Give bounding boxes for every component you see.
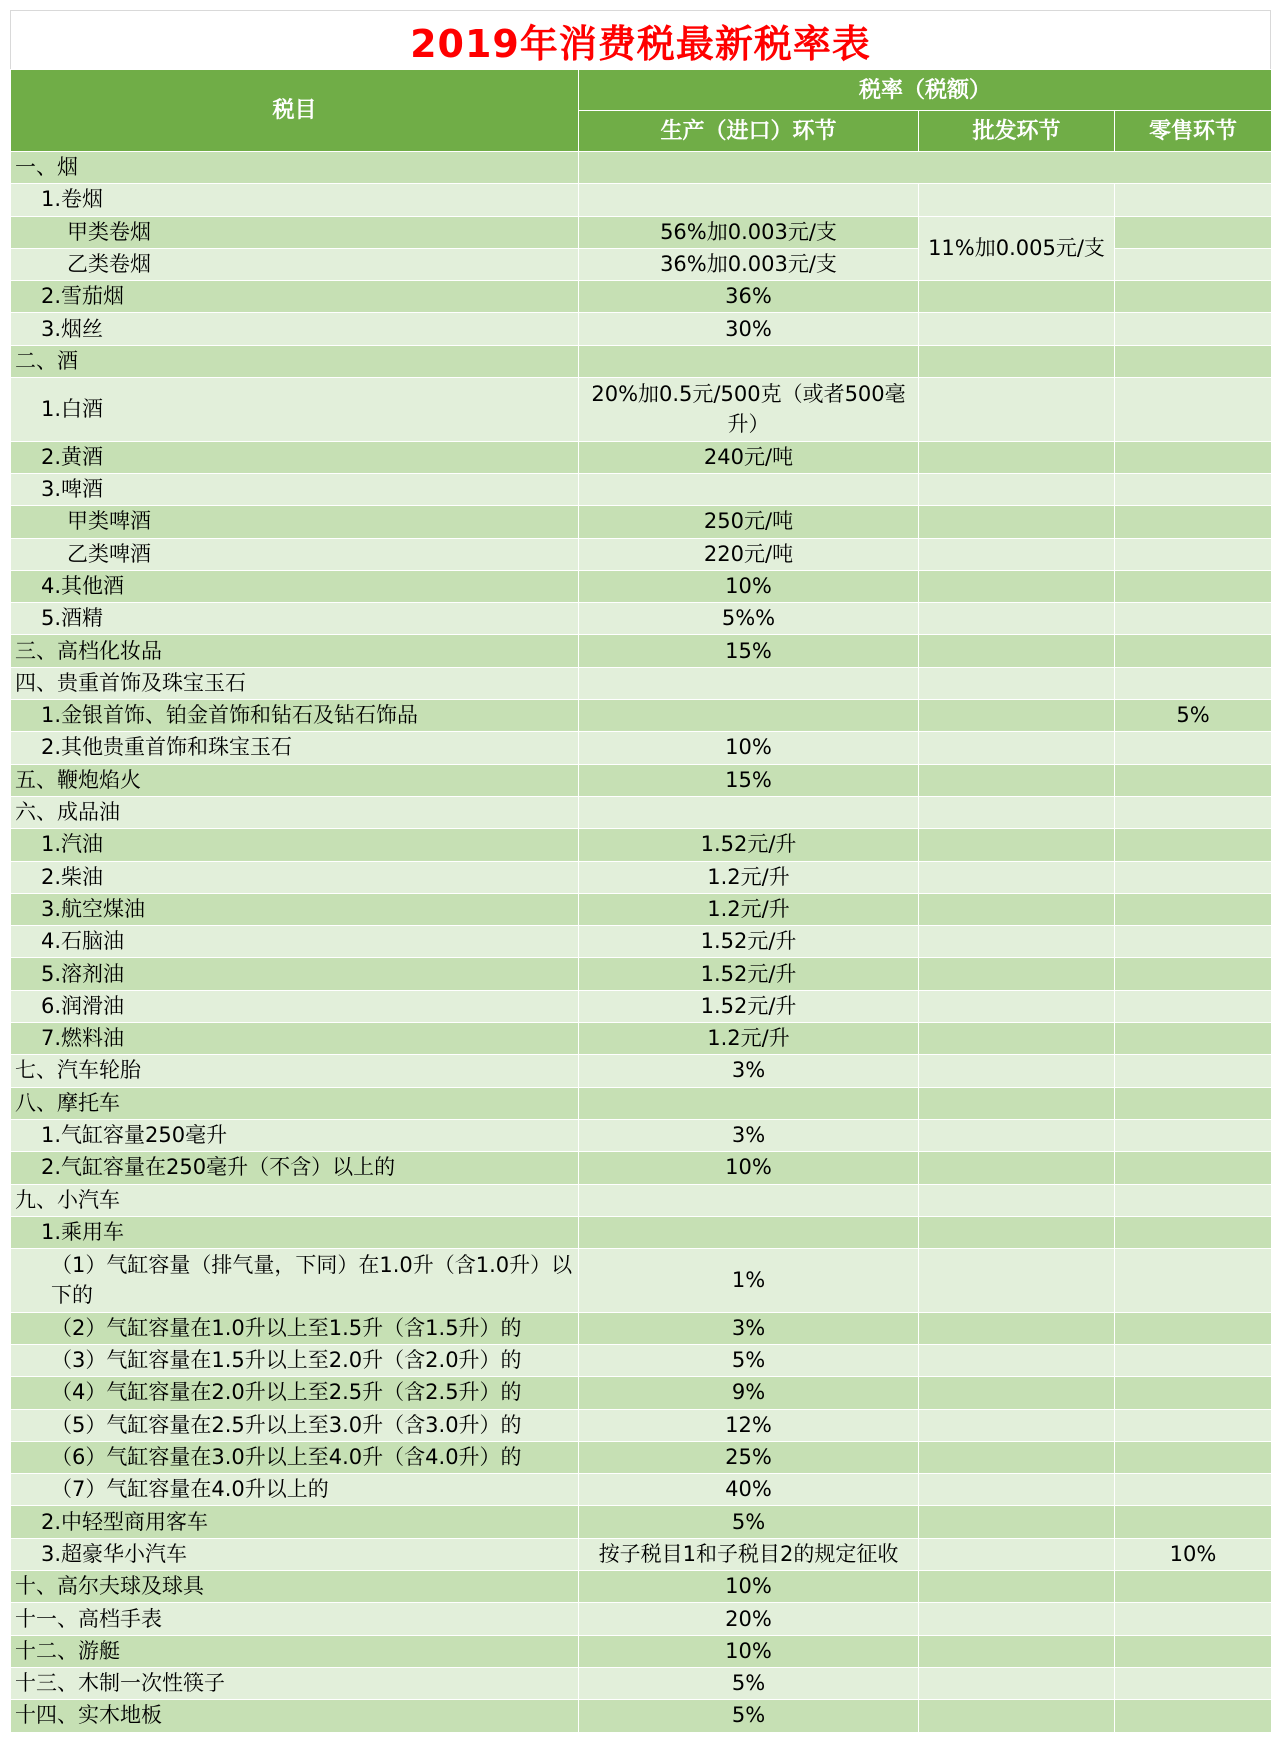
row-wholesale: [919, 1055, 1115, 1087]
row-name: （1）气缸容量（排气量，下同）在1.0升（含1.0升）以下的: [11, 1249, 579, 1313]
row-name: 十三、木制一次性筷子: [11, 1667, 579, 1699]
row-wholesale: [919, 1538, 1115, 1570]
row-name: 一、烟: [11, 152, 579, 184]
row-name: 3.超豪华小汽车: [11, 1538, 579, 1570]
header-production: 生产（进口）环节: [579, 111, 919, 152]
row-prod: 40%: [579, 1474, 919, 1506]
tax-rate-sheet: [10, 10, 1271, 1733]
row-name: 2.黄酒: [11, 441, 579, 473]
table-row: [11, 1312, 1272, 1344]
row-prod: [579, 700, 919, 732]
table-row: [11, 313, 1272, 345]
row-wholesale: 11%加0.005元/支: [919, 216, 1115, 281]
row-name: 二、酒: [11, 345, 579, 377]
row-name: 2.其他贵重首饰和珠宝玉石: [11, 732, 579, 764]
row-retail: [1115, 829, 1272, 861]
table-row: [11, 216, 1272, 248]
table-row: [11, 1152, 1272, 1184]
row-retail: [1115, 538, 1272, 570]
row-name: 4.其他酒: [11, 570, 579, 602]
row-prod: 5%: [579, 1700, 919, 1732]
row-name: 十、高尔夫球及球具: [11, 1571, 579, 1603]
table-row: [11, 1377, 1272, 1409]
row-prod: [579, 1216, 919, 1248]
table-row: [11, 1474, 1272, 1506]
row-wholesale: [919, 313, 1115, 345]
row-prod: 1.52元/升: [579, 990, 919, 1022]
row-wholesale: [919, 1377, 1115, 1409]
row-name: 四、贵重首饰及珠宝玉石: [11, 667, 579, 699]
table-row: [11, 700, 1272, 732]
row-prod: 1.2元/升: [579, 893, 919, 925]
row-name: 1.金银首饰、铂金首饰和钻石及钻石饰品: [11, 700, 579, 732]
header-retail: 零售环节: [1115, 111, 1272, 152]
row-wholesale: [919, 538, 1115, 570]
row-prod: 5%: [579, 1667, 919, 1699]
table-row: [11, 1409, 1272, 1441]
row-name: 7.燃料油: [11, 1023, 579, 1055]
row-name: 十四、实木地板: [11, 1700, 579, 1732]
table-row: [11, 603, 1272, 635]
row-prod: 25%: [579, 1441, 919, 1473]
row-wholesale: [919, 281, 1115, 313]
row-prod: 3%: [579, 1119, 919, 1151]
row-retail: [1115, 1023, 1272, 1055]
row-name: 5.溶剂油: [11, 958, 579, 990]
table-row: [11, 473, 1272, 505]
row-retail: [1115, 570, 1272, 602]
row-name: 三、高档化妆品: [11, 635, 579, 667]
table-row: [11, 861, 1272, 893]
table-row: [11, 538, 1272, 570]
row-retail: [1115, 441, 1272, 473]
row-wholesale: [919, 635, 1115, 667]
row-prod: [579, 345, 919, 377]
row-name: 3.烟丝: [11, 313, 579, 345]
row-wholesale: [919, 1571, 1115, 1603]
row-wholesale: [919, 1087, 1115, 1119]
row-wholesale: [919, 345, 1115, 377]
row-prod: 10%: [579, 732, 919, 764]
row-prod: 30%: [579, 313, 919, 345]
row-retail: [1115, 926, 1272, 958]
row-retail: [1115, 1312, 1272, 1344]
row-retail: [1115, 473, 1272, 505]
row-prod: 按子税目1和子税目2的规定征收: [579, 1538, 919, 1570]
row-retail: [1115, 248, 1272, 280]
row-retail: 10%: [1115, 1538, 1272, 1570]
row-prod: 36%: [579, 281, 919, 313]
row-wholesale: [919, 829, 1115, 861]
row-wholesale: [919, 184, 1115, 216]
table-row: [11, 796, 1272, 828]
row-prod: 220元/吨: [579, 538, 919, 570]
row-prod: 20%: [579, 1603, 919, 1635]
row-retail: [1115, 861, 1272, 893]
row-prod: 3%: [579, 1055, 919, 1087]
row-retail: [1115, 184, 1272, 216]
row-name: 5.酒精: [11, 603, 579, 635]
row-retail: [1115, 1667, 1272, 1699]
row-name: 3.航空煤油: [11, 893, 579, 925]
row-name: 2.柴油: [11, 861, 579, 893]
row-retail: [1115, 796, 1272, 828]
row-name: 甲类卷烟: [11, 216, 579, 248]
row-retail: [1115, 378, 1272, 442]
row-name: 3.啤酒: [11, 473, 579, 505]
table-row: [11, 1667, 1272, 1699]
row-prod: 240元/吨: [579, 441, 919, 473]
table-row: [11, 1571, 1272, 1603]
row-prod: 1.52元/升: [579, 958, 919, 990]
table-row: [11, 441, 1272, 473]
row-retail: [1115, 1087, 1272, 1119]
row-retail: [1115, 1474, 1272, 1506]
row-retail: [1115, 1441, 1272, 1473]
row-retail: [1115, 990, 1272, 1022]
table-row: [11, 152, 1272, 184]
row-prod: [579, 667, 919, 699]
row-wholesale: [919, 1635, 1115, 1667]
row-name: 六、成品油: [11, 796, 579, 828]
row-prod: 56%加0.003元/支: [579, 216, 919, 248]
row-wholesale: [919, 1603, 1115, 1635]
row-wholesale: [919, 570, 1115, 602]
row-name: 九、小汽车: [11, 1184, 579, 1216]
table-row: [11, 378, 1272, 442]
row-wholesale: [919, 1441, 1115, 1473]
row-retail: [1115, 281, 1272, 313]
row-prod: [579, 184, 919, 216]
row-retail: [1115, 1506, 1272, 1538]
row-prod: 5%: [579, 1506, 919, 1538]
row-wholesale: [919, 700, 1115, 732]
row-wholesale: [919, 893, 1115, 925]
row-wholesale: [919, 1119, 1115, 1151]
row-wholesale: [919, 1312, 1115, 1344]
row-wholesale: [919, 378, 1115, 442]
row-prod: 1%: [579, 1249, 919, 1313]
row-retail: [1115, 1409, 1272, 1441]
row-name: 2.雪茄烟: [11, 281, 579, 313]
row-retail: [1115, 1055, 1272, 1087]
row-retail: [1115, 1635, 1272, 1667]
row-wholesale: [919, 764, 1115, 796]
row-prod: 250元/吨: [579, 506, 919, 538]
row-name: 乙类卷烟: [11, 248, 579, 280]
row-prod: 1.2元/升: [579, 1023, 919, 1055]
table-row: [11, 184, 1272, 216]
row-prod: 1.2元/升: [579, 861, 919, 893]
title-bar: [10, 10, 1271, 69]
table-row: [11, 667, 1272, 699]
row-prod: 15%: [579, 764, 919, 796]
table-row: [11, 1344, 1272, 1376]
row-name: （5）气缸容量在2.5升以上至3.0升（含3.0升）的: [11, 1409, 579, 1441]
row-name: 1.白酒: [11, 378, 579, 442]
table-row: [11, 1184, 1272, 1216]
row-wholesale: [919, 1506, 1115, 1538]
table-row: [11, 1506, 1272, 1538]
row-name: （4）气缸容量在2.0升以上至2.5升（含2.5升）的: [11, 1377, 579, 1409]
row-retail: [1115, 1152, 1272, 1184]
row-wholesale: [919, 1152, 1115, 1184]
row-wholesale: [919, 506, 1115, 538]
row-name: 甲类啤酒: [11, 506, 579, 538]
row-wholesale: [919, 1409, 1115, 1441]
row-name: 1.汽油: [11, 829, 579, 861]
row-name: （2）气缸容量在1.0升以上至1.5升（含1.5升）的: [11, 1312, 579, 1344]
table-row: [11, 829, 1272, 861]
row-retail: [1115, 1603, 1272, 1635]
row-retail: [1115, 1571, 1272, 1603]
row-prod: 36%加0.003元/支: [579, 248, 919, 280]
row-name: 1.卷烟: [11, 184, 579, 216]
row-name: 2.中轻型商用客车: [11, 1506, 579, 1538]
table-row: [11, 1087, 1272, 1119]
row-name: 1.气缸容量250毫升: [11, 1119, 579, 1151]
row-name: 1.乘用车: [11, 1216, 579, 1248]
page-title: 2019年消费税最新税率表: [410, 21, 871, 66]
tax-rate-table: [10, 69, 1272, 1733]
row-wholesale: [919, 990, 1115, 1022]
table-row: [11, 1538, 1272, 1570]
row-name: （3）气缸容量在1.5升以上至2.0升（含2.0升）的: [11, 1344, 579, 1376]
row-prod: 10%: [579, 1635, 919, 1667]
row-prod: [579, 473, 919, 505]
table-row: [11, 1023, 1272, 1055]
row-retail: [1115, 635, 1272, 667]
row-retail: [1115, 1344, 1272, 1376]
row-retail: [1115, 667, 1272, 699]
row-name: 十二、游艇: [11, 1635, 579, 1667]
row-retail: [1115, 764, 1272, 796]
row-wholesale: [919, 1184, 1115, 1216]
table-row: [11, 1119, 1272, 1151]
row-wholesale: [919, 1700, 1115, 1732]
row-name: （6）气缸容量在3.0升以上至4.0升（含4.0升）的: [11, 1441, 579, 1473]
row-prod: 12%: [579, 1409, 919, 1441]
row-retail: [1115, 1700, 1272, 1732]
table-row: [11, 1441, 1272, 1473]
row-name: 6.润滑油: [11, 990, 579, 1022]
row-name: 八、摩托车: [11, 1087, 579, 1119]
table-row: [11, 926, 1272, 958]
row-retail: [1115, 732, 1272, 764]
row-name: 七、汽车轮胎: [11, 1055, 579, 1087]
row-prod: 3%: [579, 1312, 919, 1344]
table-row: [11, 1700, 1272, 1732]
row-prod: [579, 796, 919, 828]
table-row: [11, 345, 1272, 377]
row-retail: [1115, 506, 1272, 538]
table-row: [11, 1603, 1272, 1635]
table-row: [11, 1249, 1272, 1313]
row-name: 2.气缸容量在250毫升（不含）以上的: [11, 1152, 579, 1184]
row-retail: [1115, 1119, 1272, 1151]
table-row: [11, 506, 1272, 538]
table-row: [11, 570, 1272, 602]
row-prod: 1.52元/升: [579, 829, 919, 861]
row-wholesale: [919, 1667, 1115, 1699]
header-item: 税目: [11, 70, 579, 152]
row-retail: [1115, 603, 1272, 635]
row-wholesale: [919, 796, 1115, 828]
row-wholesale: [919, 1023, 1115, 1055]
row-wholesale: [919, 1249, 1115, 1313]
row-retail: [1115, 1249, 1272, 1313]
row-retail: [1115, 893, 1272, 925]
row-wholesale: [919, 926, 1115, 958]
header-wholesale: 批发环节: [919, 111, 1115, 152]
row-wholesale: [919, 1474, 1115, 1506]
row-prod: 10%: [579, 1571, 919, 1603]
table-row: [11, 1216, 1272, 1248]
row-wholesale: [919, 603, 1115, 635]
row-prod: 5%: [579, 1344, 919, 1376]
row-wholesale: [919, 958, 1115, 990]
row-retail: [1115, 1377, 1272, 1409]
row-prod: 10%: [579, 570, 919, 602]
row-name: （7）气缸容量在4.0升以上的: [11, 1474, 579, 1506]
table-row: [11, 281, 1272, 313]
row-wholesale: [919, 667, 1115, 699]
row-wholesale: [919, 473, 1115, 505]
row-name: 4.石脑油: [11, 926, 579, 958]
row-prod: 5%%: [579, 603, 919, 635]
row-name: 十一、高档手表: [11, 1603, 579, 1635]
row-name: 五、鞭炮焰火: [11, 764, 579, 796]
row-wholesale: [919, 441, 1115, 473]
row-prod: 10%: [579, 1152, 919, 1184]
table-row: [11, 1635, 1272, 1667]
row-retail: [1115, 1184, 1272, 1216]
table-row: [11, 958, 1272, 990]
row-prod: 1.52元/升: [579, 926, 919, 958]
row-retail: [1115, 313, 1272, 345]
table-row: [11, 635, 1272, 667]
row-prod: [579, 1087, 919, 1119]
table-row: [11, 1055, 1272, 1087]
row-wholesale: [919, 1216, 1115, 1248]
row-prod: 9%: [579, 1377, 919, 1409]
row-wholesale: [919, 861, 1115, 893]
table-row: [11, 893, 1272, 925]
row-retail: [1115, 1216, 1272, 1248]
table-row: [11, 990, 1272, 1022]
row-retail: 5%: [1115, 700, 1272, 732]
row-prod: 20%加0.5元/500克（或者500毫升）: [579, 378, 919, 442]
table-row: [11, 764, 1272, 796]
header-rate-group: 税率（税额）: [579, 70, 1272, 111]
row-prod: 15%: [579, 635, 919, 667]
row-wholesale: [919, 732, 1115, 764]
row-retail: [1115, 345, 1272, 377]
row-prod: [579, 1184, 919, 1216]
row-retail: [1115, 216, 1272, 248]
row-name: 乙类啤酒: [11, 538, 579, 570]
row-wholesale: [919, 1344, 1115, 1376]
row-prod: [579, 152, 1272, 184]
table-row: [11, 732, 1272, 764]
row-retail: [1115, 958, 1272, 990]
